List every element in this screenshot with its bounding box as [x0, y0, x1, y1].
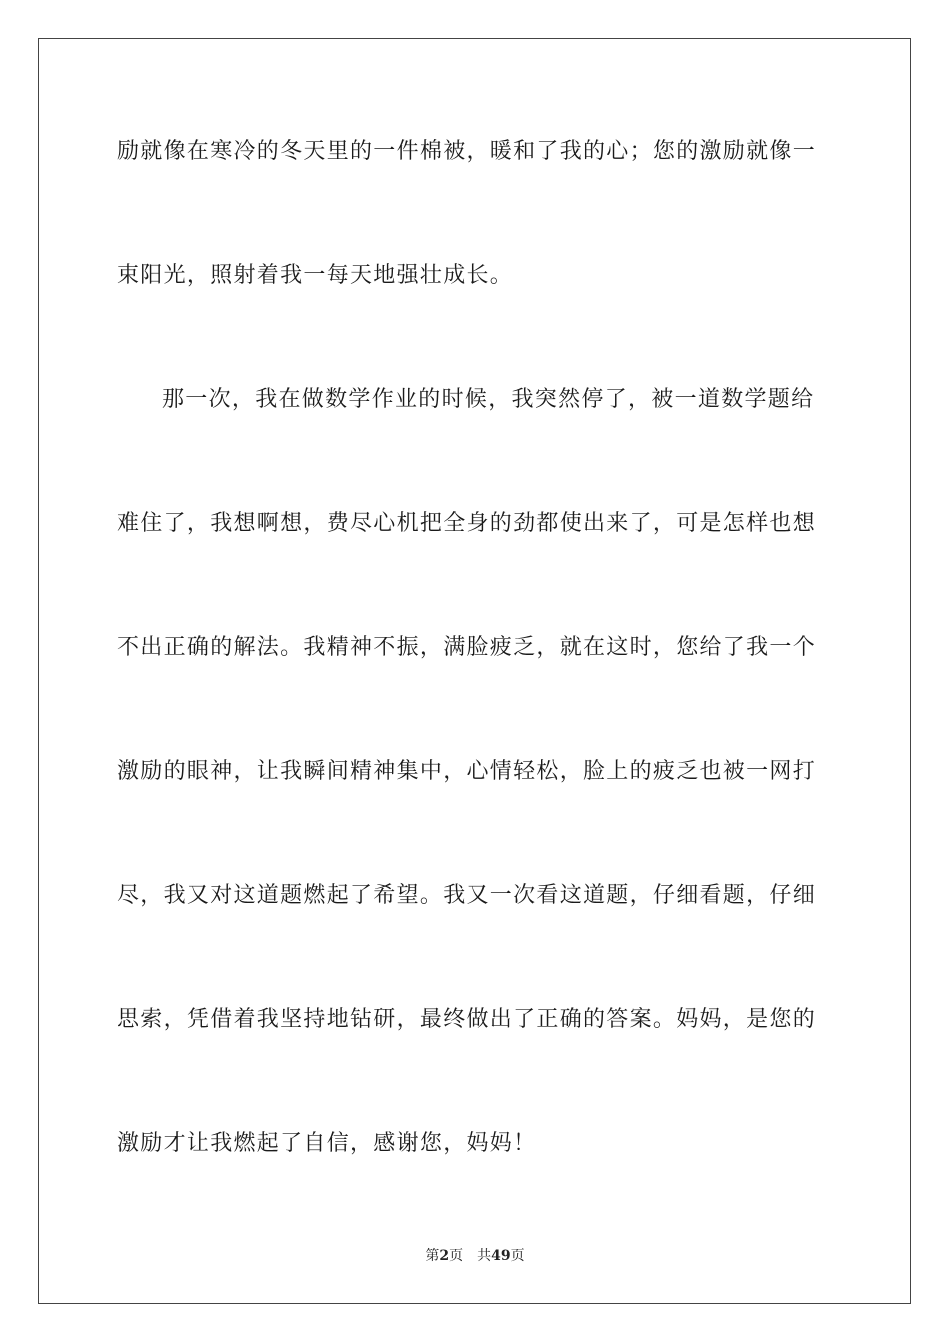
text-line: 激励才让我燃起了自信，感谢您，妈妈！ [117, 1131, 537, 1156]
text-line: 尽，我又对这道题燃起了希望。我又一次看这道题，仔细看题，仔细 [117, 883, 817, 908]
page-number: 2 [439, 1248, 450, 1264]
paragraph-first-line: 那一次，我在做数学作业的时候，我突然停了，被一道数学题给 [162, 387, 815, 412]
page-prefix: 第 [425, 1248, 440, 1264]
total-suffix: 页 [510, 1248, 525, 1264]
total-prefix: 共 [477, 1248, 492, 1264]
text-line: 难住了，我想啊想，费尽心机把全身的劲都使出来了，可是怎样也想 [117, 511, 817, 536]
total-pages: 49 [491, 1248, 511, 1264]
page-border [38, 38, 911, 1304]
text-line: 激励的眼神，让我瞬间精神集中，心情轻松，脸上的疲乏也被一网打 [117, 759, 817, 784]
text-line: 不出正确的解法。我精神不振，满脸疲乏，就在这时，您给了我一个 [117, 635, 817, 660]
page-footer [0, 1246, 950, 1266]
page-suffix: 页 [449, 1248, 464, 1264]
text-line: 思索，凭借着我坚持地钻研，最终做出了正确的答案。妈妈，是您的 [117, 1007, 817, 1032]
text-line: 束阳光，照射着我一每天地强壮成长。 [117, 263, 514, 288]
text-line: 励就像在寒冷的冬天里的一件棉被，暖和了我的心；您的激励就像一 [117, 139, 817, 164]
